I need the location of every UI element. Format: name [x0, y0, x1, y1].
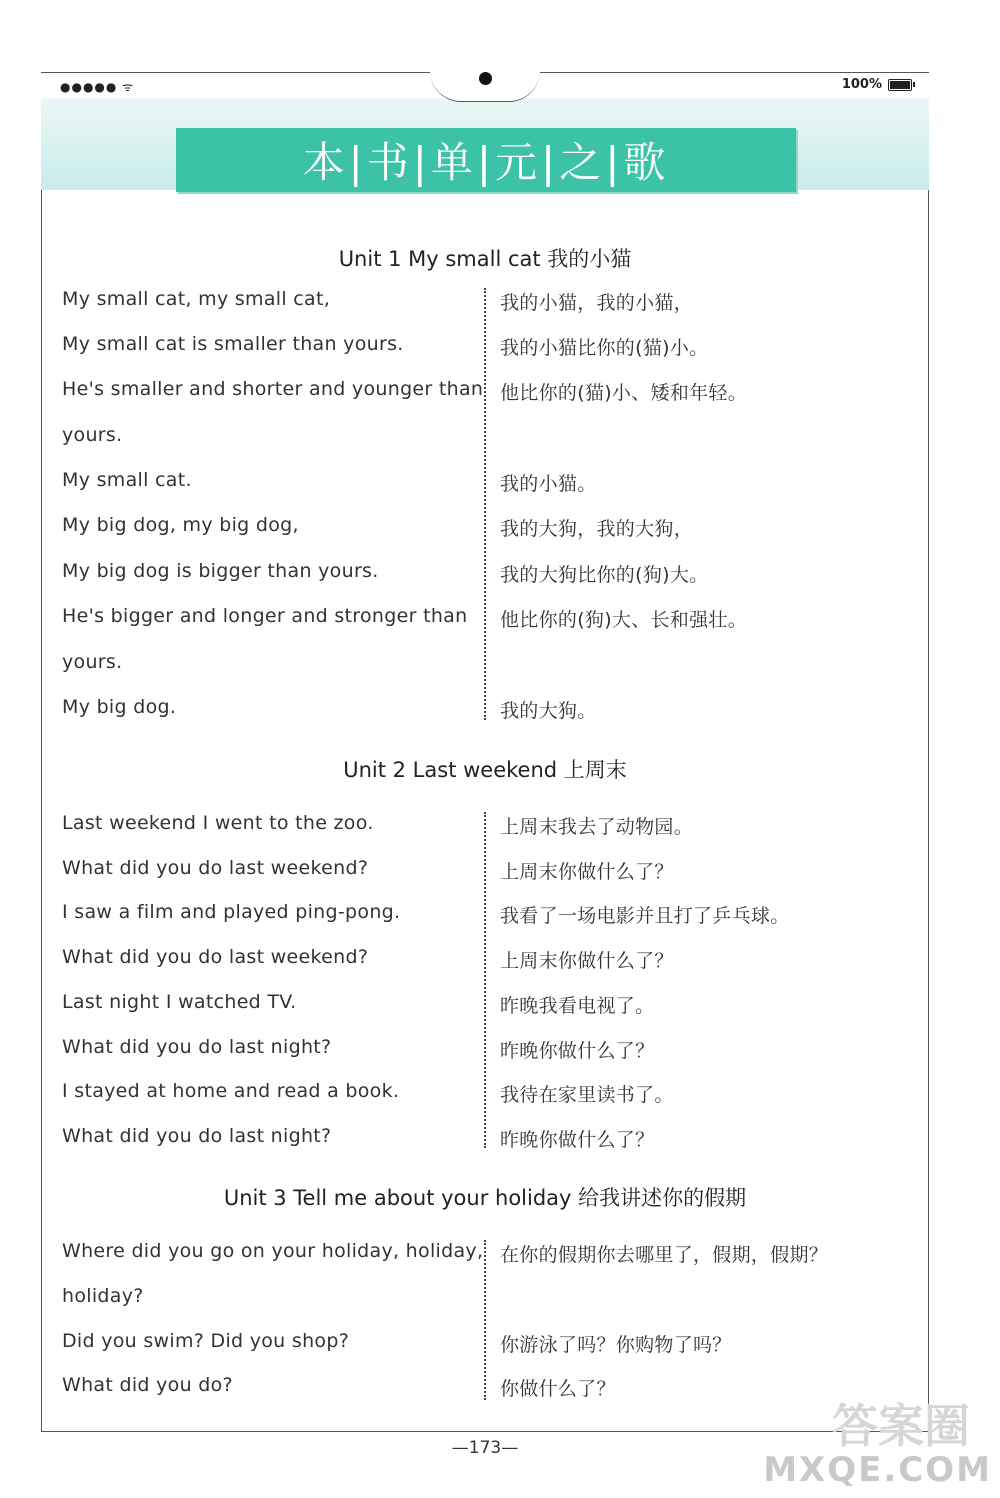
unit2-zh-line: 我看了一场电影并且打了乒乓球。: [500, 905, 790, 927]
unit2-en-line: What did you do last weekend?: [62, 946, 369, 968]
unit3-zh-line: 在你的假期你去哪里了，假期，假期？: [500, 1244, 829, 1266]
unit2-title: Unit 2 Last weekend 上周末: [343, 758, 627, 782]
unit2-zh-line: 上周末我去了动物园。: [500, 816, 694, 838]
unit2-en-line: I saw a film and played ping-pong.: [62, 901, 401, 923]
unit2-en-line: What did you do last night?: [62, 1125, 332, 1147]
unit1-title: Unit 1 My small cat 我的小猫: [338, 247, 632, 271]
unit1-zh-line: 他比你的(猫)小、矮和年轻。: [500, 382, 748, 404]
unit2-zh-line: 昨晚你做什么了？: [500, 1129, 655, 1151]
page-number: —173—: [451, 1438, 519, 1458]
unit1-zh-line: 我的小猫比你的(猫)小。: [500, 337, 709, 359]
unit2-zh-line: 昨晚你做什么了？: [500, 1040, 655, 1062]
unit2-en-line: Last night I watched TV.: [62, 991, 297, 1013]
unit1-en-line: My big dog is bigger than yours.: [62, 560, 379, 582]
unit2-divider: [484, 812, 486, 1148]
unit3-zh-line: 你做什么了？: [500, 1378, 616, 1400]
unit1-en-line: My small cat.: [62, 469, 192, 491]
tablet-frame: [41, 72, 929, 1432]
unit1-zh-line: 我的大狗比你的(狗)大。: [500, 564, 709, 586]
signal-icon: ●●●●● ᯤ: [60, 80, 135, 94]
unit2-en-line: What did you do last night?: [62, 1036, 332, 1058]
battery-percent: 100%: [841, 77, 882, 92]
camera-icon: [479, 72, 492, 85]
unit1-en-line: My big dog, my big dog,: [62, 514, 299, 536]
unit1-en-line: My big dog.: [62, 696, 177, 718]
unit3-zh-line: 你游泳了吗？你购物了吗？: [500, 1334, 732, 1356]
unit1-zh-line: 他比你的(狗)大、长和强壮。: [500, 609, 748, 631]
unit1-en-line: He's bigger and longer and stronger than: [62, 605, 468, 627]
unit1-zh-line: 我的大狗，我的大狗，: [500, 518, 694, 540]
unit2-en-line: Last weekend I went to the zoo.: [62, 812, 374, 834]
unit2-en-line: What did you do last weekend?: [62, 857, 369, 879]
unit1-en-line: yours.: [62, 651, 123, 673]
unit1-en-line: yours.: [62, 424, 123, 446]
unit2-zh-line: 昨晚我看电视了。: [500, 995, 655, 1017]
unit2-en-line: I stayed at home and read a book.: [62, 1080, 400, 1102]
status-right: [842, 77, 912, 92]
unit1-en-line: He's smaller and shorter and younger than: [62, 378, 484, 400]
unit2-zh-line: 上周末你做什么了？: [500, 950, 674, 972]
unit1-zh-line: 我的大狗。: [500, 700, 597, 722]
unit2-zh-line: 我待在家里读书了。: [500, 1084, 674, 1106]
unit3-divider: [484, 1240, 486, 1400]
unit2-zh-line: 上周末你做什么了？: [500, 861, 674, 883]
battery-icon: [888, 79, 912, 91]
unit3-en-line: Did you swim? Did you shop?: [62, 1330, 350, 1352]
watermark: MXQE.COM: [763, 1450, 992, 1490]
banner-title: 本|书|单|元|之|歌: [302, 138, 670, 187]
unit3-en-line: What did you do?: [62, 1374, 233, 1396]
unit3-en-line: Where did you go on your holiday, holiday,: [62, 1240, 484, 1262]
unit1-divider: [484, 288, 486, 720]
unit1-zh-line: 我的小猫，我的小猫，: [500, 292, 694, 314]
unit1-en-line: My small cat is smaller than yours.: [62, 333, 404, 355]
unit1-zh-line: 我的小猫。: [500, 473, 597, 495]
unit1-en-line: My small cat, my small cat,: [62, 288, 331, 310]
title-banner: [176, 128, 796, 192]
watermark-logo: 答案圈: [832, 1399, 970, 1453]
unit3-title: Unit 3 Tell me about your holiday 给我讲述你的假期: [223, 1186, 747, 1210]
unit3-en-line: holiday?: [62, 1285, 144, 1307]
